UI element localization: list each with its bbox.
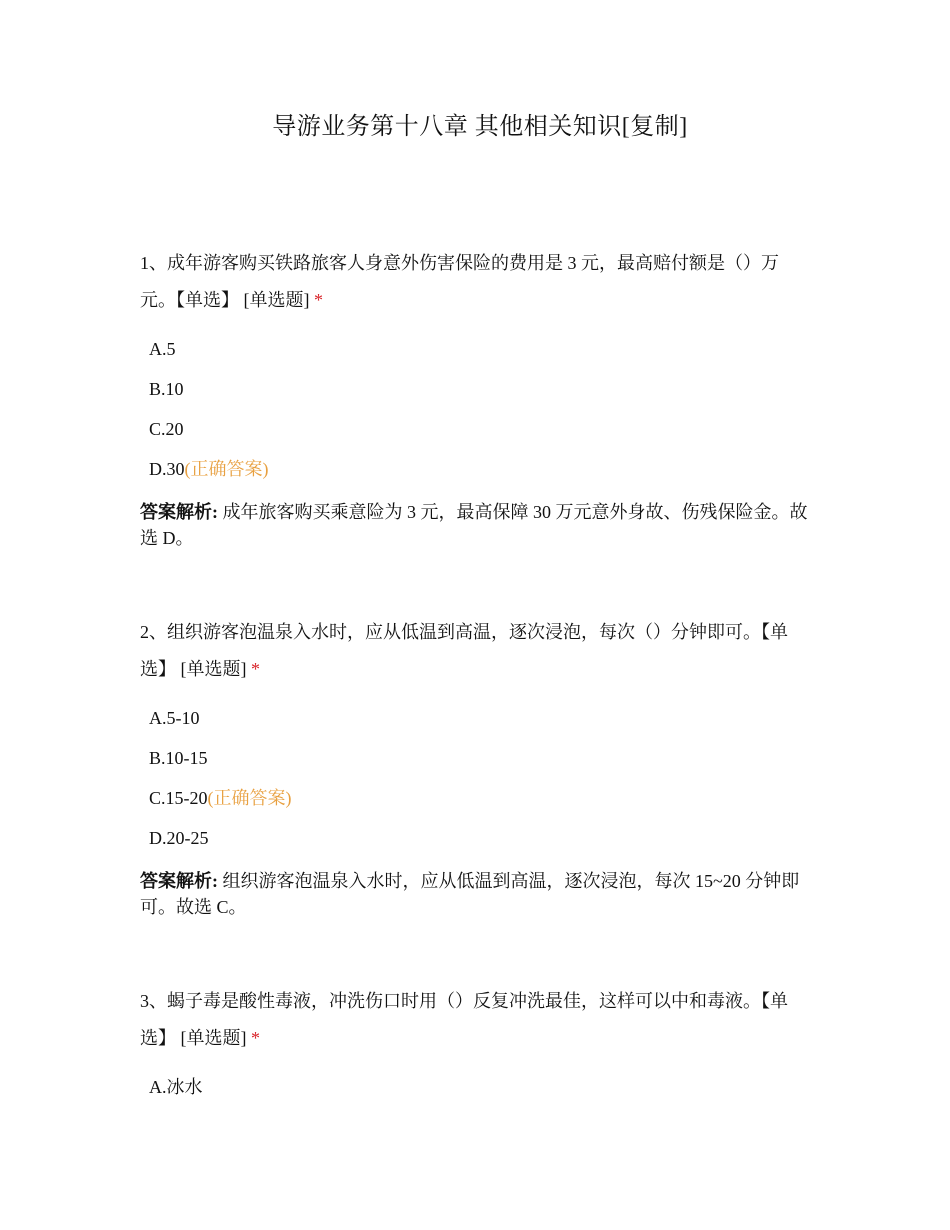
option-d: D.30(正确答案) xyxy=(149,459,269,479)
question-type-label: [单选题] xyxy=(243,290,310,310)
page-title: 导游业务第十八章 其他相关知识[复制] xyxy=(272,114,688,140)
question-stem xyxy=(140,983,812,1057)
question-stem xyxy=(140,245,812,319)
option-c: C.15-20(正确答案) xyxy=(149,788,292,808)
required-star: * xyxy=(251,659,260,679)
analysis-text: 组织游客泡温泉入水时，应从低温到高温，逐次浸泡，每次 15~20 分钟即可。故选 C。 xyxy=(140,871,800,917)
correct-answer-mark: (正确答案) xyxy=(184,459,269,479)
analysis-label: 答案解析: xyxy=(140,871,218,891)
correct-answer-mark: (正确答案) xyxy=(207,788,292,808)
options-list xyxy=(149,698,812,858)
option-c: C.20 xyxy=(149,419,184,439)
answer-analysis xyxy=(140,868,812,920)
required-star: * xyxy=(251,1028,260,1048)
option-b: B.10-15 xyxy=(149,748,208,768)
analysis-text: 成年旅客购买乘意险为 3 元，最高保障 30 万元意外身故、伤残保险金。故选 D。 xyxy=(140,502,808,548)
question-3 xyxy=(140,983,812,1107)
option-a: A.5-10 xyxy=(149,708,200,728)
option-d: D.20-25 xyxy=(149,828,209,848)
options-list xyxy=(149,329,812,489)
option-a: A.5 xyxy=(149,339,176,359)
question-stem xyxy=(140,614,812,688)
analysis-label: 答案解析: xyxy=(140,502,218,522)
question-text: 1、成年游客购买铁路旅客人身意外伤害保险的费用是 3 元，最高赔付额是（）万元。【单选】 xyxy=(140,253,779,310)
question-2 xyxy=(140,614,812,920)
option-b: B.10 xyxy=(149,379,184,399)
options-list xyxy=(149,1067,812,1107)
option-a: A.冰水 xyxy=(149,1077,203,1097)
question-text: 3、蝎子毒是酸性毒液，冲洗伤口时用（）反复冲洗最佳，这样可以中和毒液。【单选】 xyxy=(140,991,788,1048)
question-type-label: [单选题] xyxy=(180,1028,247,1048)
question-type-label: [单选题] xyxy=(180,659,247,679)
required-star: * xyxy=(314,290,323,310)
answer-analysis xyxy=(140,499,812,551)
question-text: 2、组织游客泡温泉入水时，应从低温到高温，逐次浸泡，每次（）分钟即可。【单选】 xyxy=(140,622,788,679)
question-1 xyxy=(140,245,812,551)
